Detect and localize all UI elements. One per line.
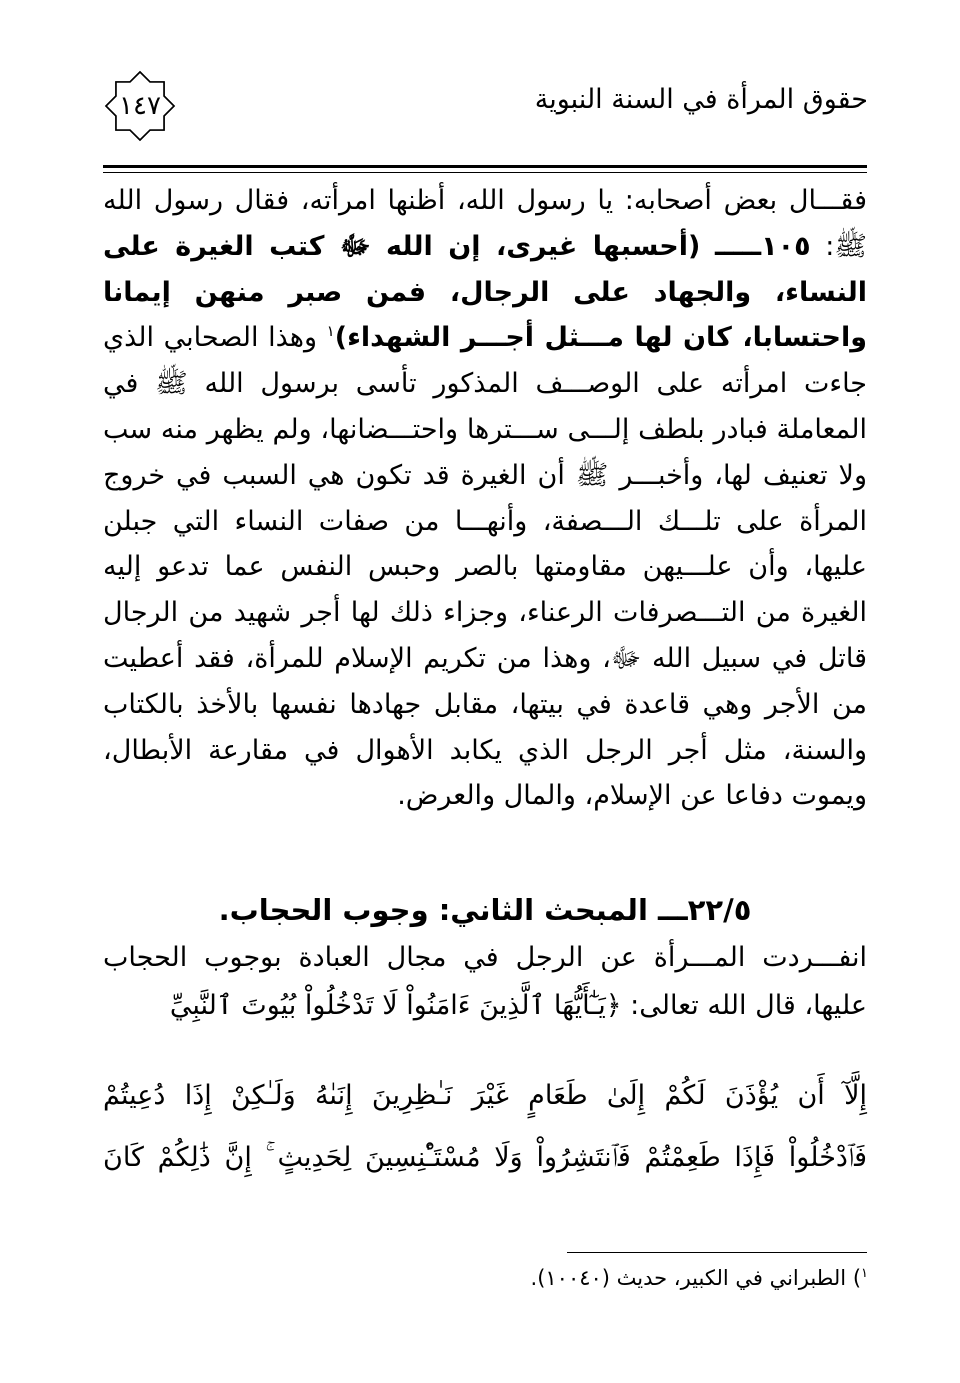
quran-verse-block: [103, 1065, 867, 1189]
footnote: [531, 1262, 868, 1294]
section-text: انفـــردت المـــرأة عن الرجل في مجال العبادة بوجوب الحجاب عليها، قال الله تعالى: ﴿يَـٰٓأَيُّهَا ٱلَّذِينَ ءَامَنُواْ لَا تَدْخُلُواْ بُيُوتَ ٱلنَّبِيِّ: [103, 942, 867, 1021]
quran-line-2: فَٱدْخُلُواْ فَإِذَا طَعِمْتُمْ فَٱنتَشِرُواْ وَلَا مُسْتَـْٔنِسِينَ لِحَدِيثٍ ۚ إِنَّ ذَٰلِكُمْ كَانَ: [103, 1142, 867, 1173]
footnote-reference: ١: [326, 322, 335, 341]
header-rule-thin: [103, 172, 867, 173]
main-text-block: [103, 178, 867, 819]
intro-text: فقـــال بعض أصحابه: يا رسول الله، أظنها امرأته، فقال رسول الله ﷺ:: [103, 185, 867, 262]
commentary-text: وهذا الصحابي الذي جاءت امرأته على الوصـــف المذكور تأسى برسول الله ﷺ في المعاملة فبادر بلطف إلـــى ســـترها واحتـــضانها، ولم يظهر منه سب ولا تعنيف لها، وأخبـــر ﷺ أن الغيرة قد تكون هي السبب في خروج المرأة على تلـــك الـــصفة، وأنهـــا من صفات النساء التي جبلن عليها، وأن علـــيهن مقاومتها بالصر وحبس النفس عما تدعو إليه الغيرة من التـــصرفات الرعناء، وجزاء ذلك لها أجر شهيد من الرجال قاتل في سبيل الله ﷻ، وهذا من تكريم الإسلام للمرأة، فقد أعطيت من الأجر وهي قاعدة في بيتها، مقابل جهادها نفسها بالأخذ بالكتاب والسنة، مثل أجر الرجل الذي يكابد الأهوال في مقارعة الأبطال، ويموت دفاعا عن الإسلام، والمال والعرض.: [103, 322, 867, 812]
footnote-text: ) الطبراني في الكبير، حديث (١٠٠٤٠).: [530, 1266, 862, 1290]
hadith-text: (أحسبها غيرى، إن الله ﷻ كتب الغيرة على النساء، والجهاد على الرجال، فمن صبر منهن إيمانا واحتسابا، كان لها مـــثل أجـــر الشهداء): [103, 230, 867, 354]
page-number-badge: [102, 68, 178, 144]
footnote-separator: [567, 1252, 867, 1253]
section-heading: ٢٢/٥ـــ المبحث الثاني: وجوب الحجاب.: [218, 893, 752, 927]
quran-line-1: إِلَّآ أَن يُؤْذَنَ لَكُمْ إِلَىٰ طَعَامٍ غَيْرَ نَـٰظِرِينَ إِنَىٰهُ وَلَـٰكِنْ إِذَا دُعِيتُمْ: [103, 1080, 867, 1111]
section-paragraph: [103, 934, 867, 1030]
intro-paragraph: [103, 178, 867, 819]
header-rule: [103, 165, 867, 168]
page-number: ١٤٧: [119, 91, 161, 121]
running-header-title: حقوق المرأة في السنة النبوية: [534, 84, 868, 115]
footnote-mark: ١: [861, 1266, 868, 1281]
hadith-number: ١٠٥ـــــ: [714, 230, 811, 262]
